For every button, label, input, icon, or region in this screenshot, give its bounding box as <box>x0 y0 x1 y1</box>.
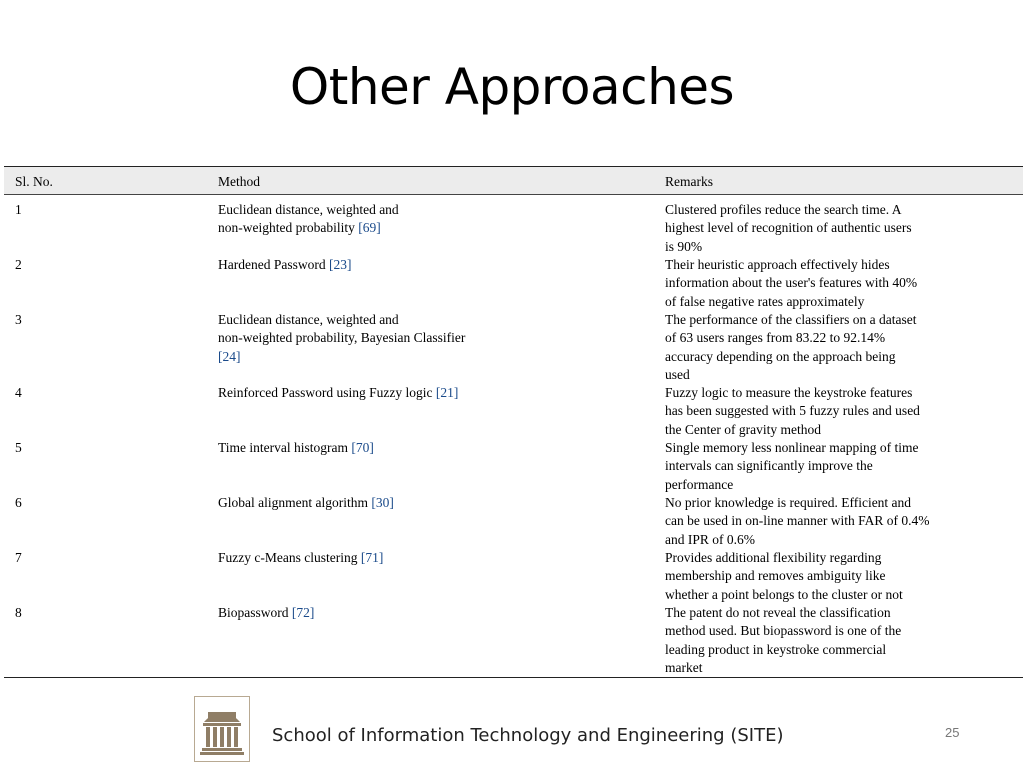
table-header <box>4 167 1023 195</box>
row-number: 2 <box>15 257 22 272</box>
row-method <box>218 494 518 512</box>
table-row <box>4 439 1023 494</box>
method-line: non-weighted probability, Bayesian Classifier <box>218 330 466 346</box>
remarks-line: Clustered profiles reduce the search time. A <box>665 202 902 217</box>
reference-link[interactable]: [30] <box>371 495 394 510</box>
reference-link[interactable]: [23] <box>328 257 352 272</box>
method-line: non-weighted probability <box>218 220 359 236</box>
header-sl-no: Sl. No. <box>15 174 53 189</box>
remarks-line: highest level of recognition of authentic users <box>665 220 912 236</box>
row-remarks <box>665 201 955 256</box>
reference-link[interactable]: [21] <box>435 385 459 400</box>
row-remarks <box>665 439 955 494</box>
remarks-line: intervals can significantly improve the <box>665 458 873 474</box>
remarks-line: market <box>665 659 703 675</box>
table-row <box>4 384 1023 439</box>
method-line: Biopassword <box>218 605 292 620</box>
university-building-icon <box>194 696 250 762</box>
reference-link[interactable]: [69] <box>358 220 381 236</box>
remarks-line: No prior knowledge is required. Efficient and <box>665 495 912 510</box>
method-line: Fuzzy c-Means clustering <box>218 550 361 565</box>
footer-school-name: School of Information Technology and Engineering (SITE) <box>272 725 784 746</box>
remarks-line: whether a point belongs to the cluster or not <box>665 586 903 602</box>
remarks-line: is 90% <box>665 238 703 254</box>
row-remarks <box>665 549 955 604</box>
remarks-line: The performance of the classifiers on a dataset <box>665 312 917 327</box>
page-number: 25 <box>945 725 960 740</box>
reference-link[interactable]: [71] <box>360 550 384 565</box>
row-method <box>218 201 518 238</box>
remarks-line: used <box>665 366 690 382</box>
row-number: 1 <box>15 202 22 217</box>
table-row <box>4 494 1023 549</box>
row-remarks <box>665 256 955 311</box>
method-line: Global alignment algorithm <box>218 495 372 510</box>
remarks-line: can be used in on-line manner with FAR of 0.4% <box>665 513 930 529</box>
row-number: 3 <box>15 312 22 327</box>
row-method <box>218 549 518 567</box>
reference-link[interactable]: [70] <box>351 440 374 455</box>
remarks-line: Single memory less nonlinear mapping of time <box>665 440 919 455</box>
remarks-line: of false negative rates approximately <box>665 293 865 309</box>
method-line: Euclidean distance, weighted and <box>218 202 399 217</box>
row-number: 7 <box>15 550 22 565</box>
slide-title: Other Approaches <box>289 58 735 116</box>
table-body <box>4 201 1023 677</box>
remarks-line: of 63 users ranges from 83.22 to 92.14% <box>665 330 886 346</box>
row-number: 8 <box>15 605 22 620</box>
remarks-line: Their heuristic approach effectively hides <box>665 257 890 272</box>
row-remarks <box>665 604 955 677</box>
table-row <box>4 549 1023 604</box>
remarks-line: membership and removes ambiguity like <box>665 568 886 584</box>
method-line: Hardened Password <box>218 257 329 272</box>
row-method <box>218 439 518 457</box>
row-number: 4 <box>15 385 22 400</box>
remarks-line: Fuzzy logic to measure the keystroke features <box>665 385 913 400</box>
row-number: 6 <box>15 495 22 510</box>
row-remarks <box>665 311 955 384</box>
row-method <box>218 604 518 622</box>
remarks-line: accuracy depending on the approach being <box>665 348 896 364</box>
table-row <box>4 604 1023 677</box>
remarks-line: has been suggested with 5 fuzzy rules and used <box>665 403 920 419</box>
row-remarks <box>665 494 955 549</box>
remarks-line: the Center of gravity method <box>665 421 821 437</box>
remarks-line: leading product in keystroke commercial <box>665 641 887 657</box>
remarks-line: information about the user's features with 40% <box>665 275 918 291</box>
row-method <box>218 384 518 402</box>
method-line: Reinforced Password using Fuzzy logic <box>218 385 436 400</box>
row-method <box>218 256 518 274</box>
method-line: Time interval histogram <box>218 440 352 455</box>
method-line: Euclidean distance, weighted and <box>218 312 399 327</box>
approaches-table <box>4 166 1023 678</box>
reference-link[interactable]: [24] <box>218 348 241 364</box>
remarks-line: performance <box>665 476 734 492</box>
remarks-line: and IPR of 0.6% <box>665 531 755 547</box>
remarks-line: The patent do not reveal the classification <box>665 605 891 620</box>
remarks-line: method used. But biopassword is one of the <box>665 623 902 639</box>
table-row <box>4 256 1023 311</box>
row-remarks <box>665 384 955 439</box>
remarks-line: Provides additional flexibility regarding <box>665 550 882 565</box>
table-row <box>4 201 1023 256</box>
row-number: 5 <box>15 440 22 455</box>
table-row <box>4 311 1023 384</box>
header-remarks: Remarks <box>665 174 713 189</box>
header-method: Method <box>218 174 260 189</box>
reference-link[interactable]: [72] <box>291 605 315 620</box>
row-method <box>218 311 518 366</box>
